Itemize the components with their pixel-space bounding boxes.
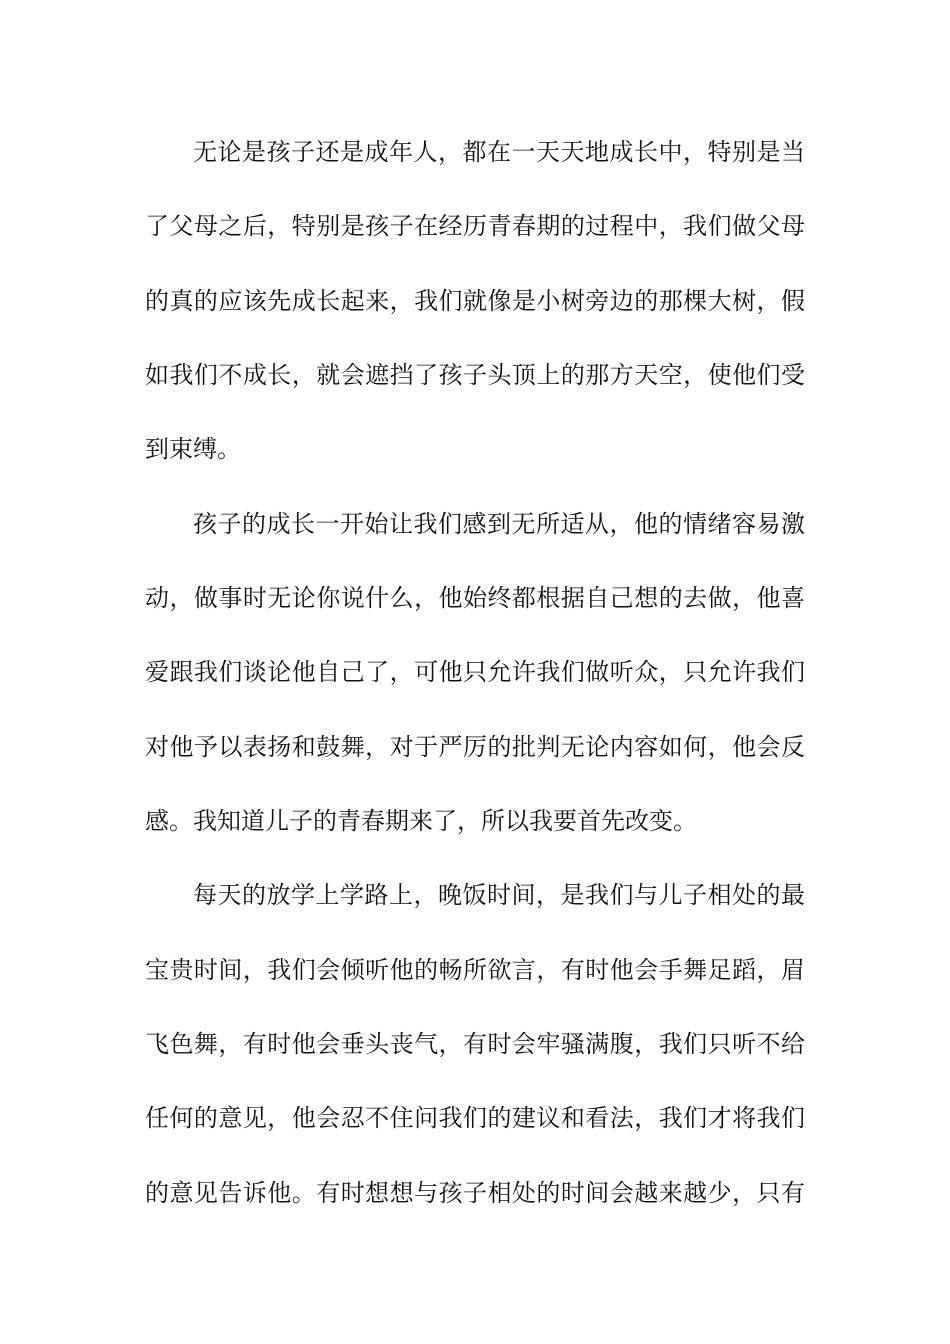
paragraph-3-line-1: 每天的放学上学路上，晚饭时间，是我们与儿子相处的最 (193, 881, 805, 909)
paragraph-1-line-5: 到束缚。 (145, 435, 241, 463)
paragraph-3-line-2: 宝贵时间，我们会倾听他的畅所欲言，有时他会手舞足蹈，眉 (145, 956, 805, 984)
paragraph-2-line-2: 动，做事时无论你说什么，他始终都根据自己想的去做，他喜 (145, 584, 805, 612)
paragraph-2-line-5: 感。我知道儿子的青春期来了，所以我要首先改变。 (145, 807, 697, 835)
paragraph-2-line-3: 爱跟我们谈论他自己了，可他只允许我们做听众，只允许我们 (145, 658, 805, 686)
paragraph-2-line-4: 对他予以表扬和鼓舞，对于严厉的批判无论内容如何，他会反 (145, 733, 805, 761)
paragraph-3-line-5: 的意见告诉他。有时想想与孩子相处的时间会越来越少，只有 (145, 1179, 805, 1207)
paragraph-3-line-4: 任何的意见，他会忍不住问我们的建议和看法，我们才将我们 (145, 1104, 805, 1132)
paragraph-1-line-3: 的真的应该先成长起来，我们就像是小树旁边的那棵大树，假 (145, 287, 805, 315)
paragraph-1-line-1: 无论是孩子还是成年人，都在一天天地成长中，特别是当 (193, 138, 805, 166)
paragraph-3-line-3: 飞色舞，有时他会垂头丧气，有时会牢骚满腹，我们只听不给 (145, 1030, 805, 1058)
paragraph-1-line-4: 如我们不成长，就会遮挡了孩子头顶上的那方天空，使他们受 (145, 361, 805, 389)
paragraph-1-line-2: 了父母之后，特别是孩子在经历青春期的过程中，我们做父母 (145, 212, 805, 240)
paragraph-2-line-1: 孩子的成长一开始让我们感到无所适从，他的情绪容易激 (193, 510, 805, 538)
